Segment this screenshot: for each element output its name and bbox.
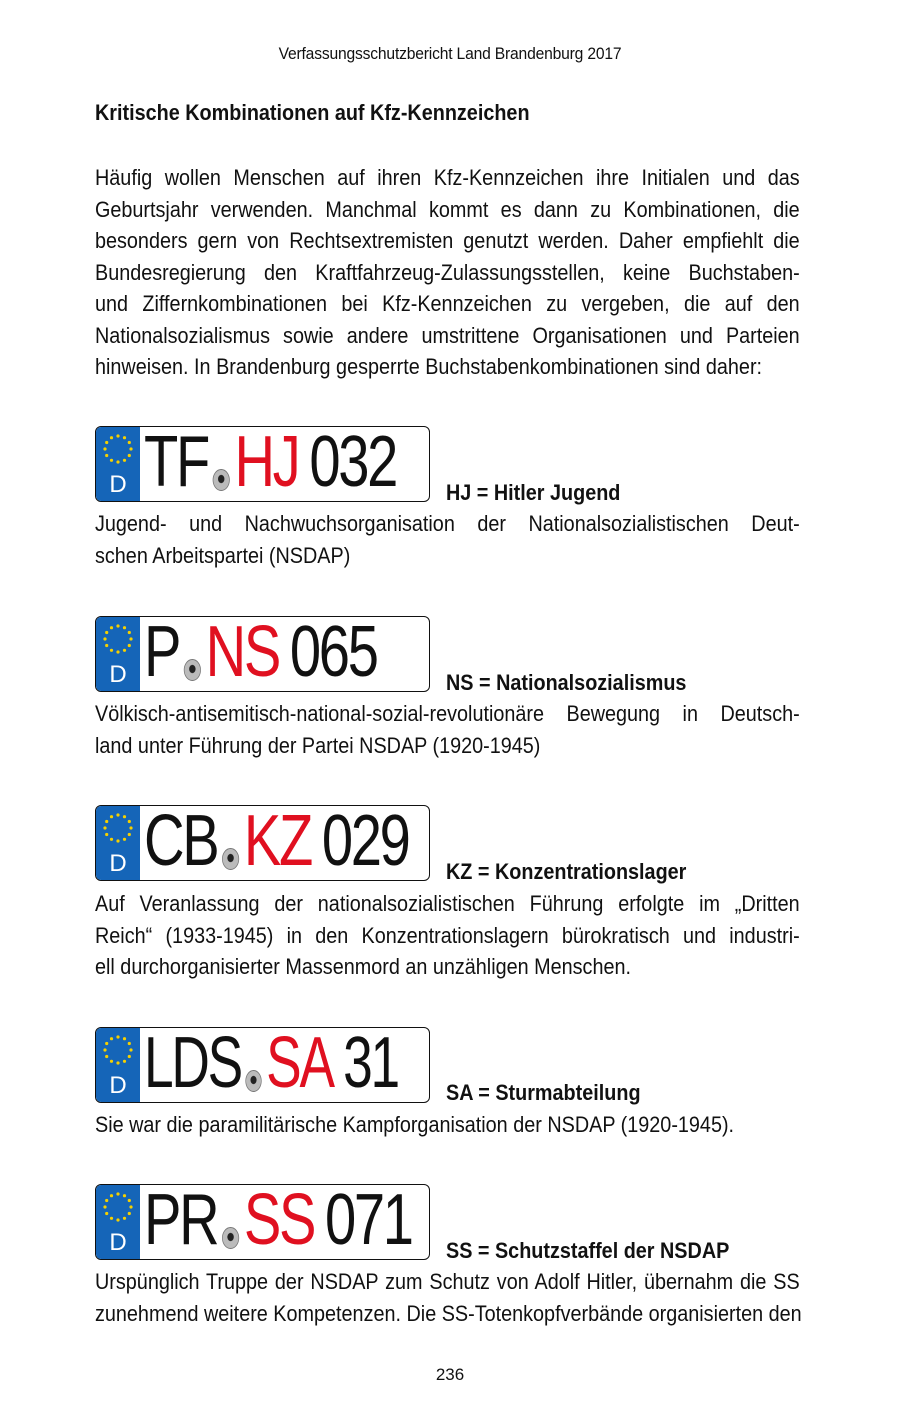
district-code: CB (144, 805, 218, 881)
intro-line: Geburtsjahr verwenden. Manchmal kommt es dann zu Kombinationen, die (95, 196, 800, 222)
description-line: ell durchorganisierter Massenmord an unzähligen Menschen. (95, 954, 631, 979)
eu-stars-icon (101, 1033, 135, 1067)
intro-line: Nationalsozialismus sowie andere umstrittene Organisationen und Parteien (95, 322, 800, 348)
highlighted-letters: KZ (243, 805, 311, 881)
plate-description (95, 1109, 800, 1141)
district-code: P (144, 616, 180, 692)
page-number: 236 (435, 1365, 465, 1384)
plate-meaning: NS = Nationalsozialismus (446, 670, 687, 695)
highlighted-letters: HJ (234, 426, 299, 502)
description-line: Auf Veranlassung der nationalsozialistischen Führung erfolgte im „Dritten (95, 891, 800, 916)
intro-paragraph (95, 162, 800, 383)
plate-number: 071 (325, 1184, 412, 1260)
eu-stars-icon (101, 1190, 135, 1224)
registration-seal-icon (184, 659, 201, 681)
country-code: D (109, 1072, 127, 1099)
description-line: Sie war die paramilitärische Kampforganisation der NSDAP (1920-1945). (95, 1112, 735, 1137)
registration-seal-icon (222, 848, 239, 870)
country-code: D (109, 471, 127, 498)
registration-seal-icon (245, 1070, 261, 1092)
plate-number: 032 (309, 426, 397, 502)
description-line: zunehmend weitere Kompetenzen. Die SS-Totenkopfverbände organisierten den (95, 1300, 802, 1326)
license-plate-hj (95, 426, 430, 502)
eu-stars-icon (101, 622, 135, 656)
highlighted-letters: SA (266, 1027, 333, 1103)
plate-description (95, 1266, 800, 1329)
plate-description (95, 698, 800, 761)
plate-meaning: KZ = Konzentrationslager (446, 859, 687, 884)
intro-line: Häufig wollen Menschen auf ihren Kfz-Kennzeichen ihre Initialen und das (95, 165, 800, 190)
plate-description (95, 508, 800, 571)
eu-country-band (96, 617, 140, 691)
license-plate-ns (95, 616, 430, 692)
intro-line: Bundesregierung den Kraftfahrzeug-Zulassungsstellen, keine Buchstaben- (95, 259, 800, 285)
description-line: Jugend- und Nachwuchsorganisation der Nationalsozialistischen Deut- (95, 511, 800, 536)
intro-line: hinweisen. In Brandenburg gesperrte Buchstabenkombinationen sind daher: (95, 354, 763, 379)
description-line: schen Arbeitspartei (NSDAP) (95, 542, 351, 568)
plate-number: 065 (289, 616, 377, 692)
plate-meaning: SA = Sturmabteilung (446, 1080, 641, 1105)
plate-meaning: HJ = Hitler Jugend (446, 480, 621, 505)
eu-country-band (96, 806, 140, 880)
district-code: LDS (144, 1027, 241, 1103)
registration-seal-icon (213, 469, 230, 491)
description-line: land unter Führung der Partei NSDAP (1920-1945) (95, 732, 541, 758)
description-line: Urspünglich Truppe der NSDAP zum Schutz von Adolf Hitler, übernahm die SS (95, 1269, 800, 1294)
plate-number: 029 (321, 805, 409, 881)
plate-meaning: SS = Schutzstaffel der NSDAP (446, 1238, 730, 1263)
country-code: D (109, 850, 127, 877)
country-code: D (109, 1229, 127, 1256)
plate-description (95, 888, 800, 983)
description-line: Völkisch-antisemitisch-national-sozial-revolutionäre Bewegung in Deutsch- (95, 701, 800, 726)
license-plate-sa (95, 1027, 430, 1103)
license-plate-ss (95, 1184, 430, 1260)
registration-seal-icon (222, 1227, 239, 1249)
intro-line: besonders gern von Rechtsextremisten genutzt werden. Daher empfiehlt die (95, 228, 800, 253)
intro-line: und Ziffernkombinationen bei Kfz-Kennzeichen zu vergeben, die auf den (95, 291, 800, 316)
description-line: Reich“ (1933-1945) in den Konzentrationslagern bürokratisch und industri- (95, 922, 800, 948)
country-code: D (109, 661, 127, 688)
eu-stars-icon (101, 811, 135, 845)
highlighted-letters: NS (205, 616, 279, 692)
section-title: Kritische Kombinationen auf Kfz-Kennzeichen (95, 100, 530, 125)
plate-number: 31 (343, 1027, 398, 1103)
eu-country-band (96, 427, 140, 501)
license-plate-kz (95, 805, 430, 881)
eu-country-band (96, 1185, 140, 1259)
district-code: PR (144, 1184, 218, 1260)
eu-stars-icon (101, 432, 135, 466)
running-header: Verfassungsschutzbericht Land Brandenburg 2017 (278, 44, 622, 63)
district-code: TF (144, 426, 208, 502)
eu-country-band (96, 1028, 140, 1102)
highlighted-letters: SS (243, 1184, 315, 1260)
